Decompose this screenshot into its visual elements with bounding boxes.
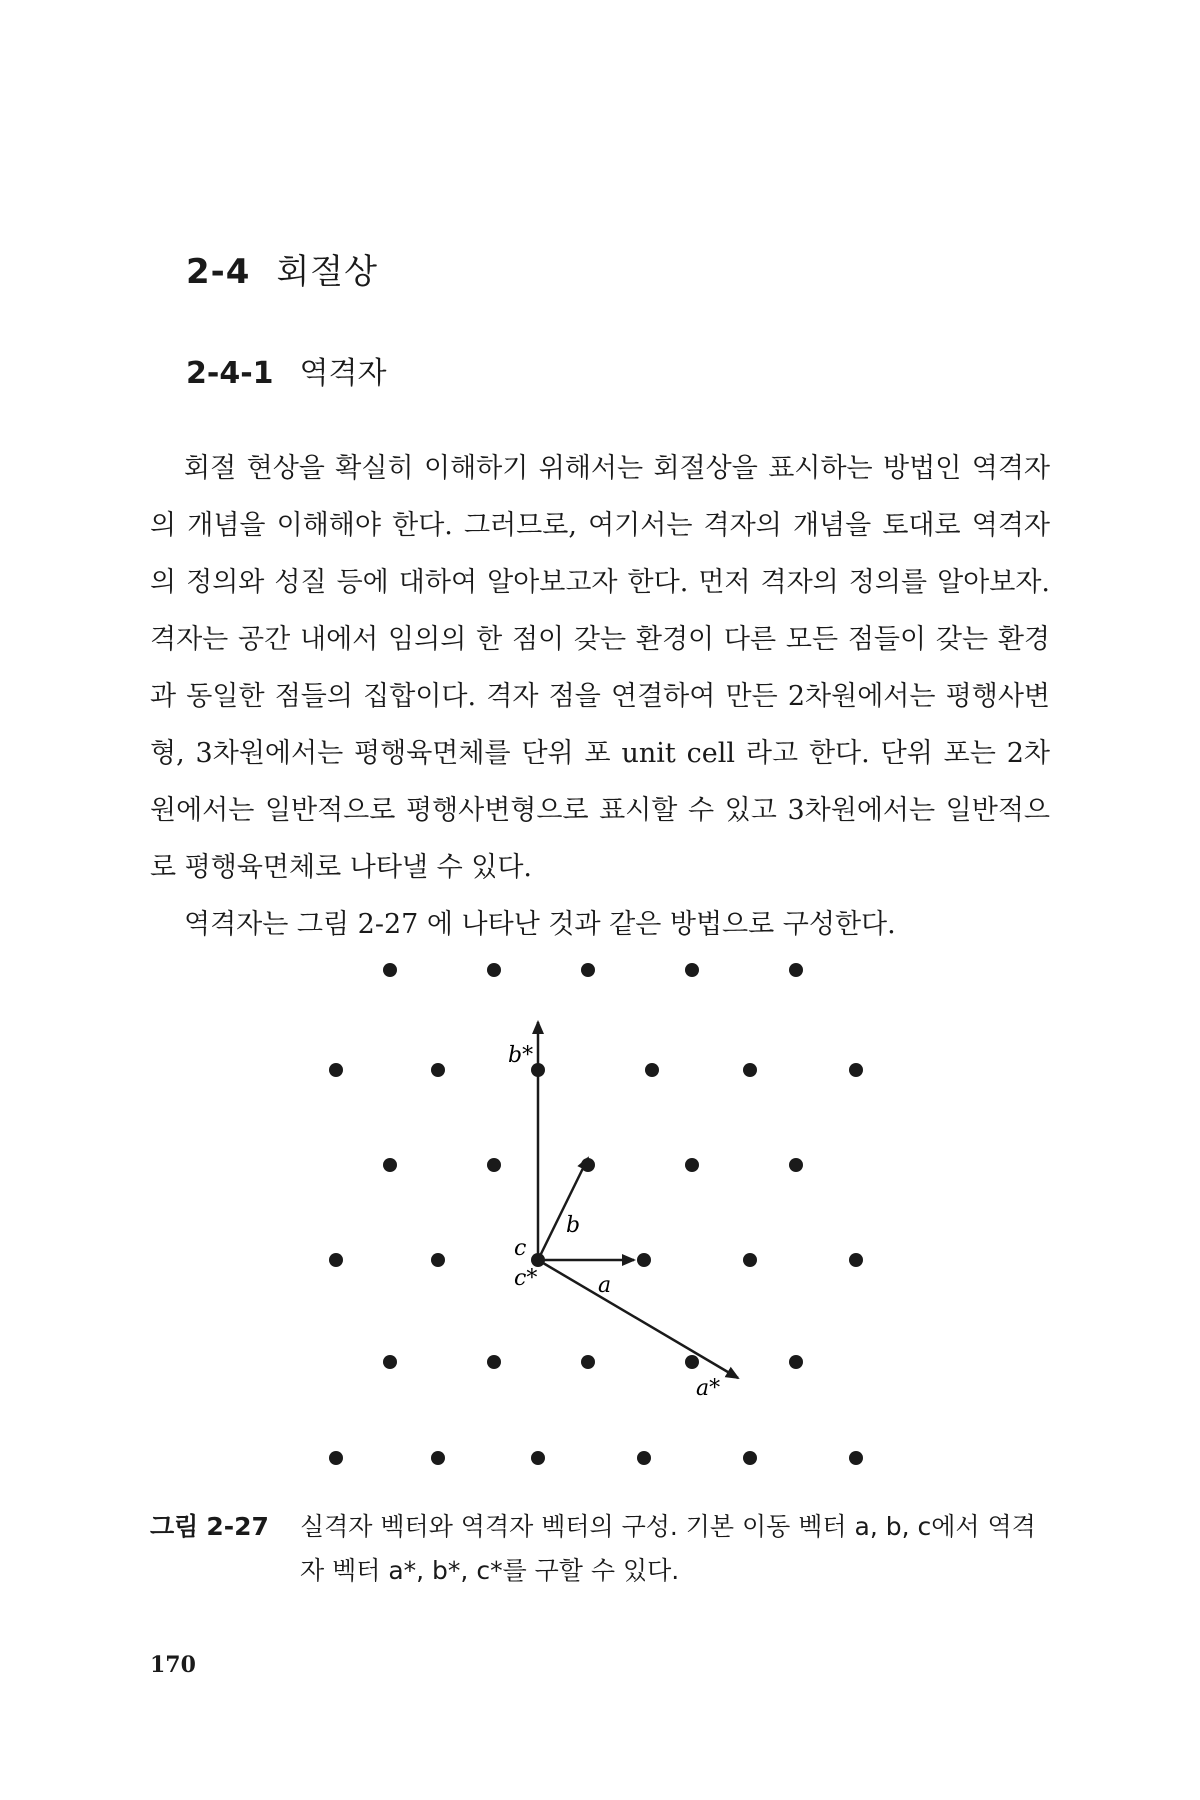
- lattice-point: [329, 1451, 343, 1465]
- a-star-vector: [538, 1260, 738, 1378]
- caption-label: [150, 1505, 269, 1549]
- label-c: c: [514, 1236, 527, 1261]
- paragraph-2: 역격자는 그림 2-27 에 나타난 것과 같은 방법으로 구성한다.: [184, 909, 896, 940]
- caption-text: 실격자 벡터와 역격자 벡터의 구성. 기본 이동 벡터 a, b, c에서 역격자 벡터 a*, b*, c*를 구할 수 있다.: [300, 1512, 1036, 1585]
- lattice-point: [685, 1158, 699, 1172]
- lattice-point: [581, 963, 595, 977]
- lattice-point: [645, 1063, 659, 1077]
- lattice-diagram: [0, 940, 1200, 1500]
- lattice-point: [383, 963, 397, 977]
- page-number: 170: [150, 1652, 196, 1678]
- lattice-point: [531, 1451, 545, 1465]
- caption-number: 2-27: [206, 1512, 269, 1541]
- lattice-points: [329, 963, 863, 1465]
- label-a-star: a*: [696, 1376, 721, 1401]
- section-title: 회절상: [276, 252, 378, 292]
- lattice-point: [637, 1253, 651, 1267]
- lattice-point: [383, 1158, 397, 1172]
- b-vector: [538, 1158, 588, 1260]
- lattice-point: [431, 1063, 445, 1077]
- vectors: [538, 1022, 738, 1378]
- label-b-star: b*: [508, 1043, 534, 1068]
- figure-lattice: [0, 940, 1200, 1500]
- lattice-point: [431, 1451, 445, 1465]
- label-c-star: c*: [514, 1266, 538, 1291]
- label-b: b: [566, 1213, 581, 1238]
- caption-label-word: 그림: [150, 1512, 199, 1541]
- lattice-point: [487, 963, 501, 977]
- lattice-point: [329, 1253, 343, 1267]
- lattice-point: [431, 1253, 445, 1267]
- lattice-point: [637, 1451, 651, 1465]
- paragraph-1: 회절 현상을 확실히 이해하기 위해서는 회절상을 표시하는 방법인 역격자의 개념을 이해해야 한다. 그러므로, 여기서는 격자의 개념을 토대로 역격자의 정의와 성질 등에 대하여 알아보고자 한다. 먼저 격자의 정의를 알아보자. 격자는 공간 내에서 임의의 한 점이 갖는 환경이 다른 모든 점들이 갖는 환경과 동일한 점들의 집합이다. 격자 점을 연결하여 만든 2차원에서는 평행사변형, 3차원에서는 평행육면체를 단위 포 unit cell 라고 한다. 단위 포는 2차원에서는 일반적으로 평행사변형으로 표시할 수 있고 3차원에서는 일반적으로 평행육면체로 나타낼 수 있다.: [150, 453, 1050, 883]
- lattice-point: [685, 1355, 699, 1369]
- lattice-point: [789, 1158, 803, 1172]
- section-heading: [186, 244, 378, 293]
- body-text: [150, 440, 1050, 953]
- lattice-point: [743, 1451, 757, 1465]
- lattice-point: [383, 1355, 397, 1369]
- subsection-number: 2-4-1: [186, 356, 274, 391]
- lattice-point: [849, 1253, 863, 1267]
- subsection-title: 역격자: [299, 356, 387, 391]
- subsection-heading: [186, 348, 386, 392]
- lattice-point: [581, 1355, 595, 1369]
- lattice-point: [789, 1355, 803, 1369]
- lattice-point: [743, 1253, 757, 1267]
- figure-caption: [150, 1505, 1050, 1593]
- lattice-point: [849, 1063, 863, 1077]
- lattice-point: [743, 1063, 757, 1077]
- label-a: a: [598, 1273, 612, 1298]
- lattice-point: [789, 963, 803, 977]
- lattice-point: [849, 1451, 863, 1465]
- lattice-point: [329, 1063, 343, 1077]
- lattice-point: [685, 963, 699, 977]
- lattice-point: [487, 1355, 501, 1369]
- section-number: 2-4: [186, 252, 251, 292]
- lattice-point: [487, 1158, 501, 1172]
